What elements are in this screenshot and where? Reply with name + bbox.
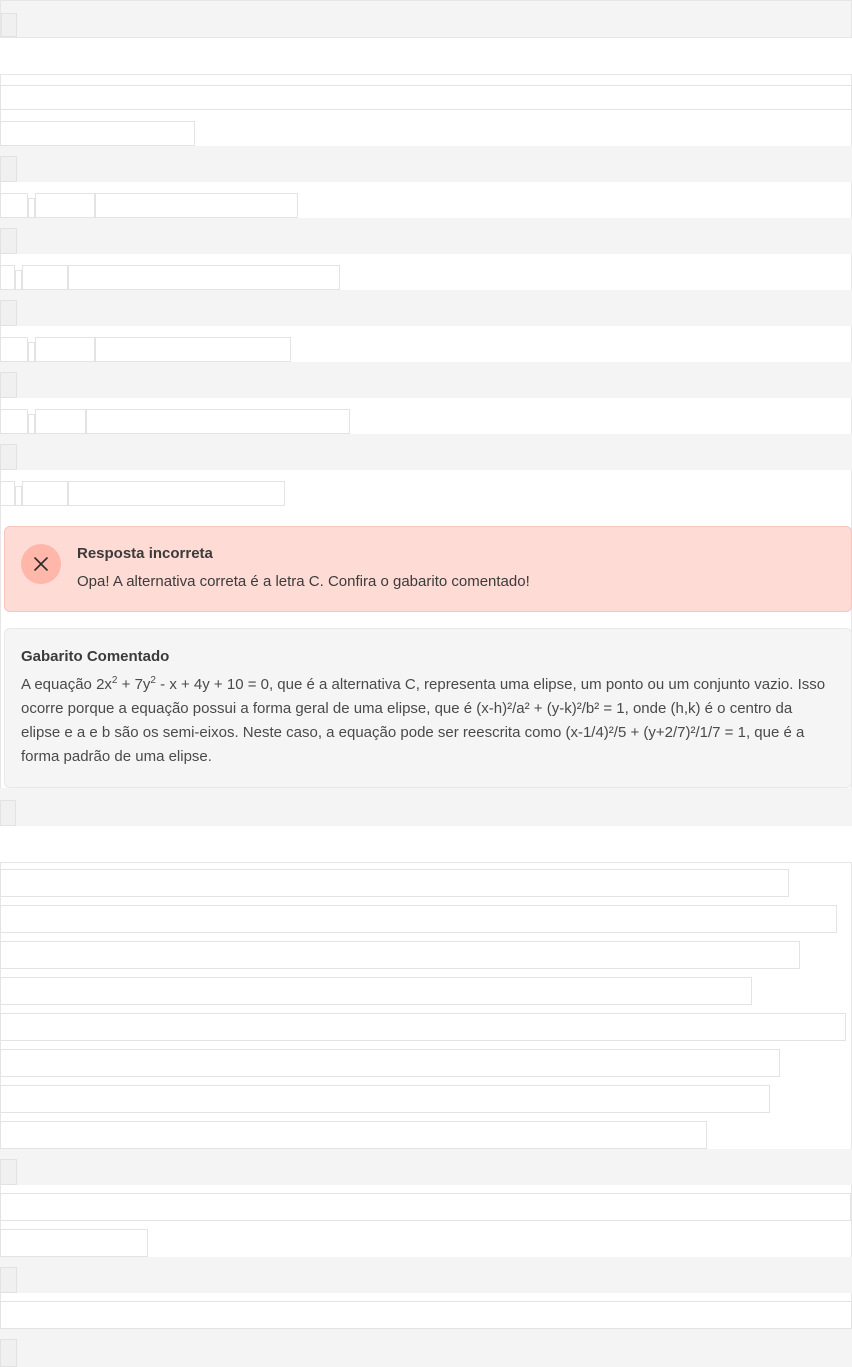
superscript: 2 (150, 675, 156, 686)
separator-handle (0, 1267, 17, 1293)
answer-explanation-card (4, 628, 852, 788)
option-c-text (95, 337, 291, 362)
top-bar-handle (1, 13, 17, 37)
option-d-radio[interactable] (0, 409, 28, 434)
option-e[interactable] (0, 470, 852, 506)
option-separator (0, 362, 852, 398)
explanation-text: + 7y (117, 676, 151, 693)
separator-handle (0, 228, 17, 254)
option-a-radio[interactable] (0, 193, 28, 218)
next-question-line (0, 1121, 707, 1149)
option-separator (0, 146, 852, 182)
option-c-radio[interactable] (0, 337, 28, 362)
explanation-body (21, 673, 829, 769)
option-e-text (68, 481, 285, 506)
option-separator (0, 1329, 852, 1367)
option-c-letter (35, 337, 95, 362)
separator-handle (0, 300, 17, 326)
option-d-text (86, 409, 350, 434)
option-d-marker (28, 414, 35, 434)
separator-handle (0, 156, 17, 182)
feedback-message: Opa! A alternativa correta é a letra C. Confira o gabarito comentado! (77, 573, 530, 590)
option-separator (0, 1149, 852, 1185)
option-b-letter (22, 265, 68, 290)
footer-handle (0, 800, 16, 826)
option-c-marker (28, 342, 35, 362)
next-question-line (0, 977, 752, 1005)
feedback-alert (4, 526, 852, 612)
next-question-line (0, 905, 837, 933)
top-bar (0, 0, 852, 38)
question-text-placeholder (0, 85, 852, 110)
next-question-line (0, 1049, 780, 1077)
superscript: 2 (111, 675, 118, 686)
option-a-marker (28, 198, 35, 218)
option-separator (0, 1257, 852, 1293)
separator-handle (0, 1159, 17, 1185)
option-a-text (95, 193, 298, 218)
option-b-marker (15, 270, 22, 290)
option-a-letter (35, 193, 95, 218)
next-question-line (0, 869, 789, 897)
next-question-line (0, 1085, 770, 1113)
option-a[interactable] (0, 182, 852, 218)
option-e-letter (22, 481, 68, 506)
separator-handle (0, 444, 17, 470)
separator-handle (0, 1339, 17, 1367)
close-icon (21, 544, 61, 584)
next-question-subline (0, 1229, 148, 1257)
option-b-text (68, 265, 340, 290)
option-b[interactable] (0, 254, 852, 290)
question-subtext-placeholder (0, 121, 195, 146)
next-question-line (0, 1013, 846, 1041)
explanation-text: - x + 4y + 10 = 0, que é a alternativa C, representa uma elipse, um ponto ou um conjunto vazio. Isso ocorre porque a equação possui a forma geral de uma elipse, que é (x-h)²/a² + (y-k)²/b² = 1, onde (h,k) é o centro da elipse e a e b são os semi-eixos. Neste caso, a equação pode ser reescrita como (x-1/4)²/5 + (y+2/7)²/1/7 = 1, que é a forma padrão de uma elipse. (21, 676, 826, 765)
question-footer (0, 788, 852, 826)
option-separator (0, 218, 852, 254)
option-e-marker (15, 486, 22, 506)
separator-handle (0, 372, 17, 398)
option-separator (0, 290, 852, 326)
next-question-line (0, 941, 800, 969)
option-d-letter (35, 409, 86, 434)
explanation-title: Gabarito Comentado (21, 648, 170, 665)
option-e-radio[interactable] (0, 481, 15, 506)
next-question-line (0, 1193, 851, 1221)
option-b-radio[interactable] (0, 265, 15, 290)
explanation-text: A equação 2x (21, 676, 112, 693)
next-option-row[interactable] (0, 1301, 852, 1329)
feedback-title: Resposta incorreta (77, 545, 213, 562)
option-separator (0, 434, 852, 470)
option-c[interactable] (0, 326, 852, 362)
option-d[interactable] (0, 398, 852, 434)
